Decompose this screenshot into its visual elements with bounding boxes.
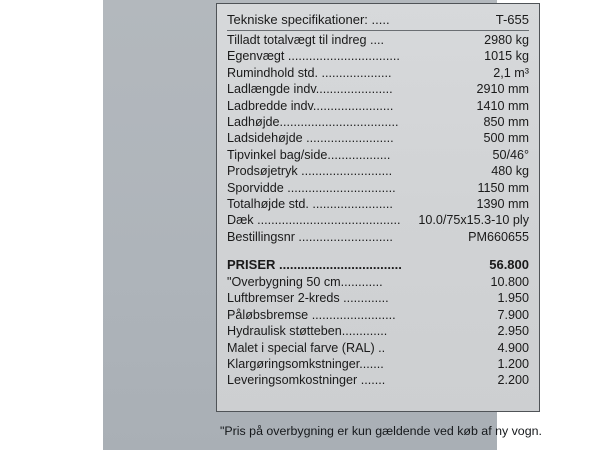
spec-row [227,32,529,48]
price-row-label: Luftbremser 2-kreds ............. [227,291,389,306]
spec-row-label: Dæk ......................................... [227,213,401,228]
price-row-value: 2.200 [497,373,529,388]
spec-row-label: Rumindhold std. .................... [227,65,392,80]
spec-row [227,163,529,179]
spec-row-value: 50/46° [492,147,529,162]
spec-row-value: 500 mm [483,131,529,146]
price-row [227,340,529,356]
spec-header-row [227,11,529,31]
price-row-label: Hydraulisk støtteben............. [227,324,388,339]
spec-row-label: Ladhøjde.................................. [227,114,399,129]
price-row-label: "Overbygning 50 cm............ [227,275,383,290]
price-row [227,290,529,306]
spec-row-label: Sporvidde ............................... [227,180,396,195]
spec-header-value: T-655 [495,12,529,27]
price-header-label: PRISER .................................. [227,257,402,273]
spec-row-value: 2910 mm [476,82,529,97]
spec-row [227,98,529,114]
spec-row-value: 10.0/75x15.3-10 ply [418,213,529,228]
price-row-label: Klargøringsomkstninger....... [227,357,384,372]
spec-row [227,196,529,212]
spec-row-value: 1410 mm [476,98,529,113]
price-row [227,323,529,339]
spec-row [227,130,529,146]
price-row [227,307,529,323]
spec-row-value: 2980 kg [484,33,529,47]
price-row-value: 10.800 [490,275,529,290]
spec-row-label: Tilladt totalvægt til indreg .... [227,33,385,47]
spec-row-value: 1390 mm [476,196,529,211]
spec-row-label: Totalhøjde std. ....................... [227,196,393,211]
price-row-value: 1.200 [497,357,529,372]
spec-row-label: Ladsidehøjde ......................... [227,131,394,146]
spec-header-label: Tekniske specifikationer: ..... [227,12,390,27]
spec-row-value: 1015 kg [484,49,529,64]
spec-row [227,229,529,245]
spec-row-value: 2,1 m³ [493,65,529,80]
price-row-value: 7.900 [497,307,529,322]
section-spacer [227,245,529,256]
price-row [227,372,529,388]
footnote-text: "Pris på overbygning er kun gældende ved køb af ny vogn. [220,424,542,438]
price-header-value: 56.800 [489,257,529,273]
price-header-row [227,256,529,274]
price-row [227,274,529,290]
spec-row [227,65,529,81]
specification-rows [227,11,529,389]
spec-row [227,147,529,163]
spec-row [227,81,529,97]
price-row-value: 1.950 [497,291,529,306]
spec-row-value: 480 kg [491,164,529,179]
price-row-value: 2.950 [497,324,529,339]
spec-row-value: 1150 mm [477,180,529,195]
spec-row-label: Tipvinkel bag/side.................. [227,147,391,162]
spec-row-label: Egenvægt ................................ [227,49,400,64]
spec-row [227,48,529,64]
spec-row-value: 850 mm [483,114,529,129]
spec-row-label: Ladlængde indv...................... [227,82,393,97]
price-row-label: Påløbsbremse ........................ [227,307,396,322]
technical-specification-card [216,3,540,412]
price-row-label: Malet i special farve (RAL) .. [227,340,386,355]
price-row [227,356,529,372]
spec-row-label: Bestillingsnr ........................... [227,229,393,244]
specification-plate-background [103,0,542,450]
spec-row-label: Ladbredde indv....................... [227,98,394,113]
spec-row-label: Prodsøjetryk .......................... [227,164,393,179]
spec-row [227,114,529,130]
spec-row-value: PM660655 [468,229,529,244]
price-row-value: 4.900 [497,340,529,355]
spec-row [227,180,529,196]
spec-row [227,212,529,228]
price-row-label: Leveringsomkostninger ....... [227,373,386,388]
